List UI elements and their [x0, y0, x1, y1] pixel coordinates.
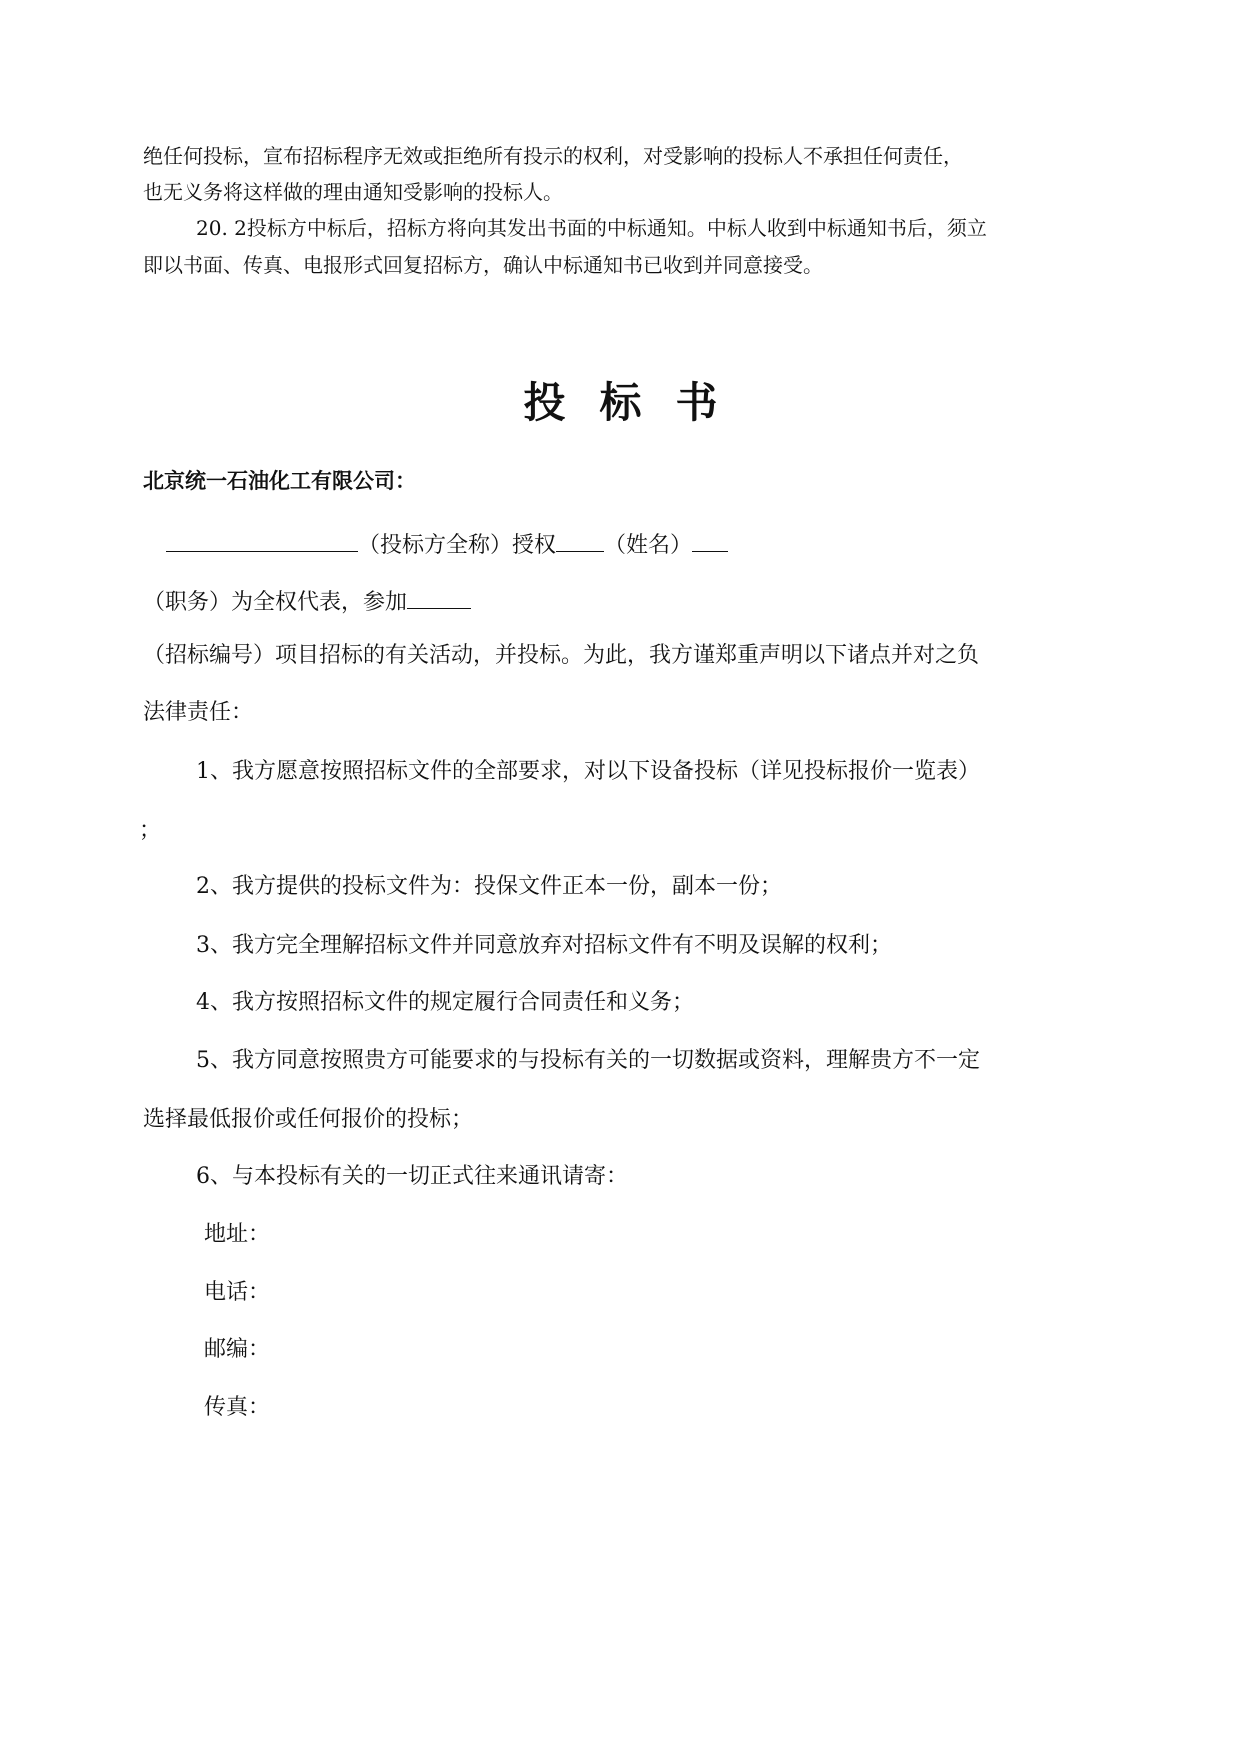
continuation-line-3: 20. 2投标方中标后，招标方将向其发出书面的中标通知。中标人收到中标通知书后，须立 [196, 216, 987, 240]
clause-4: 4、我方按照招标文件的规定履行合同责任和义务； [196, 990, 694, 1015]
authorization-line-1 [166, 527, 728, 562]
clause-1-continuation: ； [139, 818, 162, 843]
contact-phone-label: 电话： [204, 1280, 271, 1305]
authorization-line-3: （招标编号）项目招标的有关活动，并投标。为此，我方谨郑重声明以下诸点并对之负 [143, 643, 980, 668]
clause-2: 2、我方提供的投标文件为：投保文件正本一份，副本一份； [196, 874, 782, 899]
authorization-line-2 [143, 584, 471, 619]
bidder-fullname-label: （投标方全称）授权 [358, 533, 557, 558]
authorization-line-4: 法律责任： [143, 700, 254, 725]
person-name-label: （姓名） [604, 533, 693, 558]
position-label: （职务）为全权代表，参加 [143, 590, 408, 615]
person-name-blank [556, 527, 604, 552]
bidder-name-blank [166, 527, 358, 552]
bid-number-blank [407, 584, 471, 609]
clause-5: 5、我方同意按照贵方可能要求的与投标有关的一切数据或资料，理解贵方不一定 [196, 1048, 980, 1073]
continuation-line-4: 即以书面、传真、电报形式回复招标方，确认中标通知书已收到并同意接受。 [143, 253, 823, 277]
clause-5-continuation: 选择最低报价或任何报价的投标； [143, 1107, 474, 1132]
continuation-line-2: 也无义务将这样做的理由通知受影响的投标人。 [143, 180, 563, 204]
clause-6: 6、与本投标有关的一切正式往来通讯请寄： [196, 1164, 628, 1189]
page-title: 投标书 [523, 378, 752, 427]
contact-address-label: 地址： [204, 1222, 271, 1247]
position-blank [692, 527, 728, 552]
addressee: 北京统一石油化工有限公司： [143, 469, 416, 493]
clause-3: 3、我方完全理解招标文件并同意放弃对招标文件有不明及误解的权利； [196, 933, 892, 958]
continuation-line-1: 绝任何投标，宣布招标程序无效或拒绝所有投示的权利，对受影响的投标人不承担任何责任， [143, 144, 963, 168]
contact-postcode-label: 邮编： [204, 1337, 271, 1362]
contact-fax-label: 传真： [204, 1395, 271, 1420]
clause-1: 1、我方愿意按照招标文件的全部要求，对以下设备投标（详见投标报价一览表） [196, 759, 980, 784]
